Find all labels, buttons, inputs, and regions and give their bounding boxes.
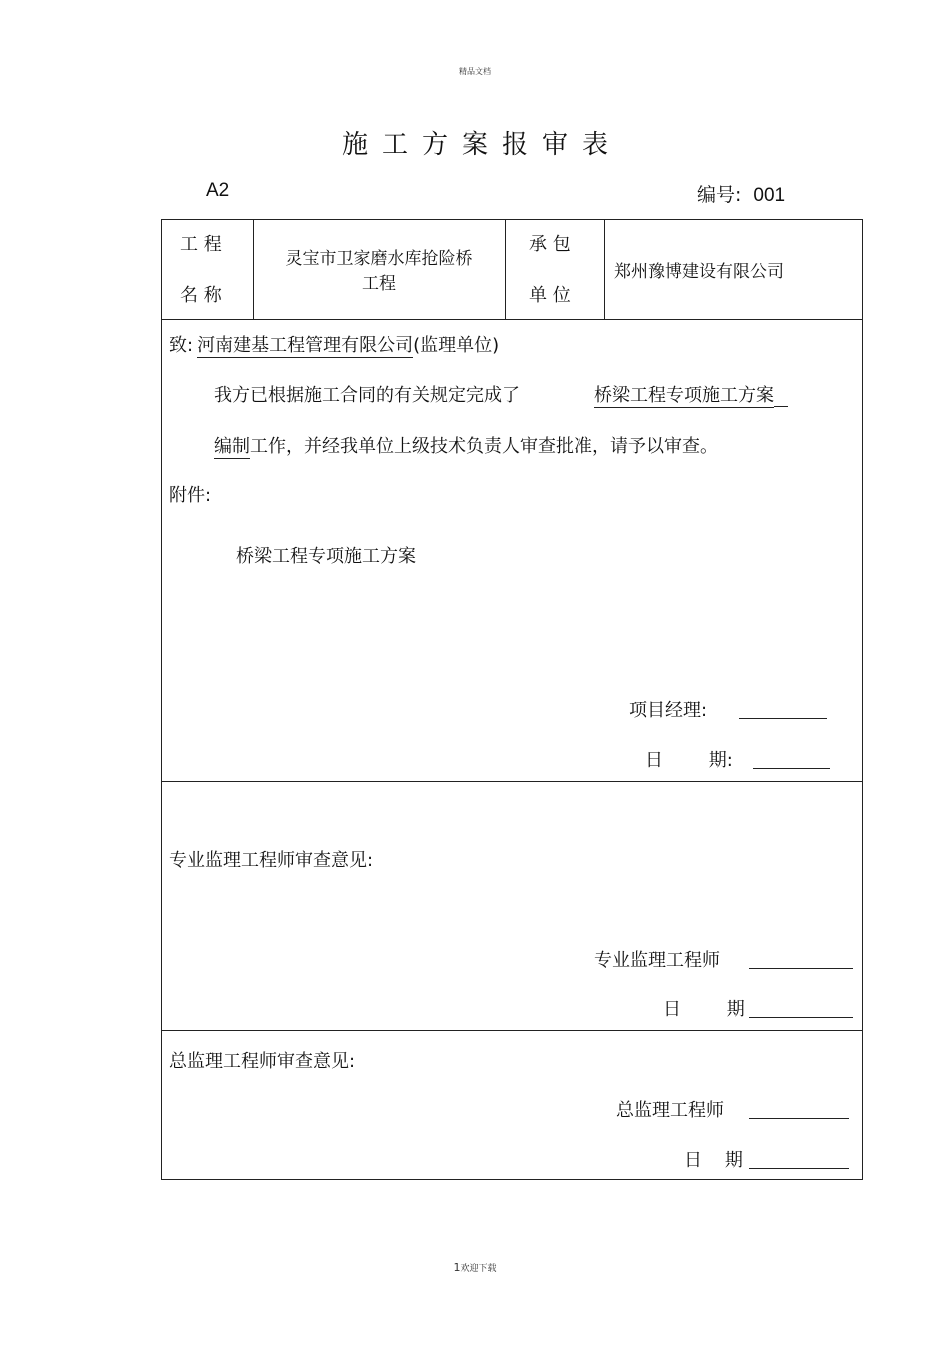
project-name-line-1: 灵宝市卫家磨水库抢险桥 (285, 249, 473, 269)
addressee-value: 河南建基工程管理有限公司 (197, 335, 414, 356)
body-item-2: 编制 (214, 436, 250, 457)
addressee-suffix: (监理单位) (413, 335, 500, 356)
addressee-line (169, 331, 499, 357)
body-item-text: 桥梁工程专项施工方案 (594, 385, 774, 406)
row-divider-project (161, 319, 863, 320)
attachment-label: 附件: (169, 485, 212, 506)
col-divider-2 (505, 219, 506, 320)
contractor-value: 郑州豫博建设有限公司 (614, 262, 784, 282)
form-code: A2 (206, 180, 230, 201)
manager-signature-blank (739, 700, 827, 719)
body-item-underline (774, 388, 788, 407)
specialist-heading: 专业监理工程师审查意见: (169, 850, 374, 871)
body-suffix: 工作，并经我单位上级技术负责人审查批准，请予以审查。 (250, 436, 718, 457)
chief-date-label: 日 期 (684, 1150, 743, 1171)
contractor-label-1: 承 包 (529, 234, 571, 255)
manager-label: 项目经理: (629, 700, 708, 721)
chief-signer-label: 总监理工程师 (616, 1100, 724, 1121)
page-number: 1 (453, 1261, 461, 1274)
serial-label: 编号: (697, 184, 742, 206)
specialist-signature-blank (749, 950, 853, 969)
body-line-2 (214, 432, 718, 458)
header-note: 精品文档 (459, 67, 491, 76)
specialist-date-blank (749, 999, 853, 1018)
serial-number (697, 180, 785, 207)
project-name-line-2: 工程 (362, 274, 396, 294)
col-divider-3 (604, 219, 605, 320)
body-item (594, 381, 788, 407)
project-name-label-1: 工 程 (180, 234, 222, 255)
chief-heading: 总监理工程师审查意见: (169, 1051, 356, 1072)
page-title: 施工方案报审表 (341, 130, 622, 160)
chief-signature-blank (749, 1100, 849, 1119)
chief-date-blank (749, 1150, 849, 1169)
footer-text: 欢迎下载 (460, 1264, 497, 1274)
project-name-label-2: 名 称 (180, 285, 222, 306)
page-footer (0, 1261, 950, 1274)
contractor-label-2: 单 位 (529, 285, 571, 306)
specialist-date-label: 日 期 (663, 999, 745, 1020)
serial-value: 001 (753, 185, 786, 206)
body-prefix: 我方已根据施工合同的有关规定完成了 (214, 385, 520, 406)
row-divider-submission (161, 781, 863, 782)
submission-date-label: 日 期: (645, 750, 733, 771)
specialist-signer-label: 专业监理工程师 (594, 950, 720, 971)
attachment-item: 桥梁工程专项施工方案 (236, 546, 416, 567)
submission-date-blank (753, 750, 830, 769)
row-divider-specialist (161, 1030, 863, 1031)
addressee-label: 致: (169, 335, 194, 356)
